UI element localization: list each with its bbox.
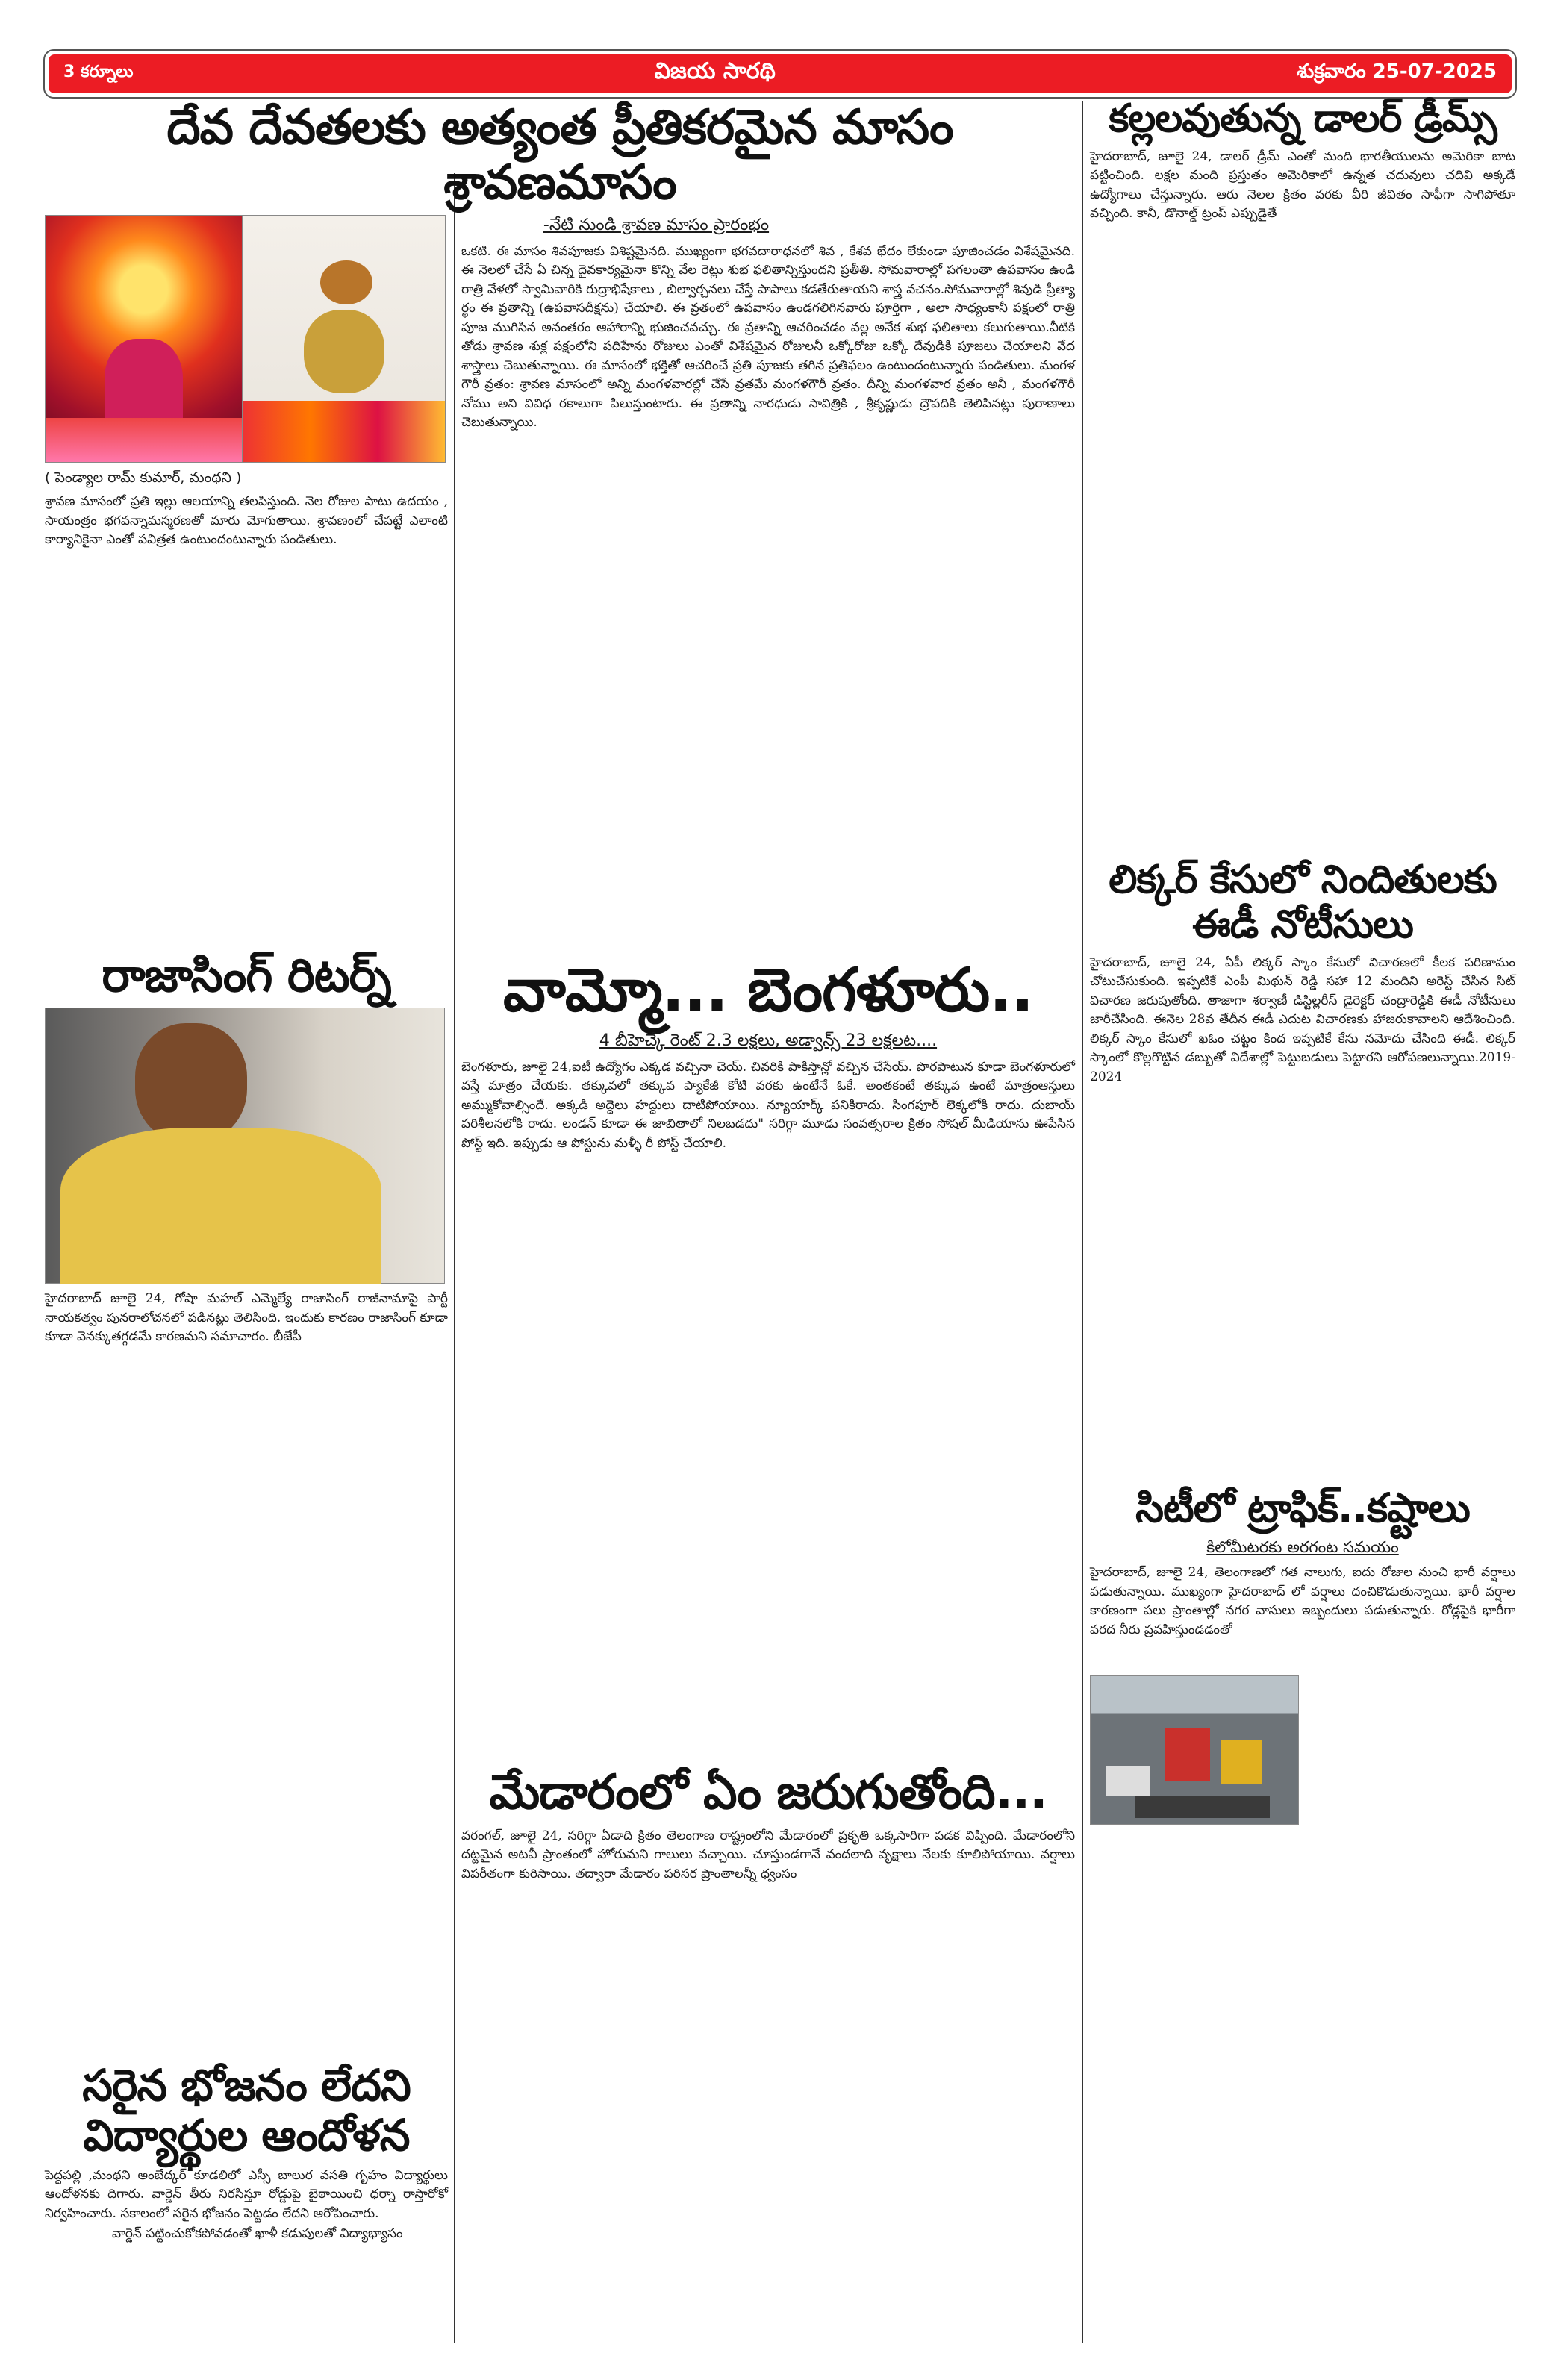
rajasingh-photo [45, 1008, 445, 1284]
issue-date: శుక్రవారం 25-07-2025 [1296, 60, 1497, 83]
middle-column [461, 215, 1075, 2245]
goddess-lakshmi-photo [45, 215, 243, 463]
left-column [45, 215, 448, 2245]
column-divider [1082, 101, 1083, 2343]
liquor-text: హైదరాబాద్, జూలై 24, ఏపీ లిక్కర్ స్కాం కేసులో విచారణలో కీలక పరిణామం చోటుచేసుకుంది. ఇప్పటికే ఎంపీ మిథున్ రెడ్డి సహా 12 మందిని అరెస్ట్ చేసిన సిట్ విచారణ జరుపుతోంది. తాజాగా శర్వాణీ డిస్టిల్లరీస్ డైరెక్టర్ చంద్రారెడ్డికి ఈడీ నోటీసులు జారీచేసింది. ఈనెల 28వ తేదీన ఈడీ ఎదుట విచారణకు హాజరుకావాలని ఆదేశించింది. లిక్కర్ స్కాం కేసులో ఖఓం చట్టం కింద ఇప్పటికే కేసు నమోదు చేసింది ఈడీ. లిక్కర్ స్కాంలో కొల్లగొట్టిన డబ్బుతో విదేశాల్లో పెట్టుబడులు పెట్టారని ఆరోపణలున్నాయి.2019-2024 [1090, 955, 1515, 1084]
dollar-block [1090, 97, 1515, 858]
traffic-headline: సిటీలో ట్రాఫిక్..కష్టాలు [1135, 1484, 1470, 1531]
sravana-subhead: -నేటి నుండి శ్రావణ మాసం ప్రారంభం [543, 216, 770, 235]
masthead [43, 49, 1517, 99]
rajasingh-headline: రాజాసింగ్ రిటర్న్ [102, 948, 391, 1003]
bengaluru-text: బెంగళూరు, జూలై 24,ఐటీ ఉద్యోగం ఎక్కడ వచ్చినా చెయ్. చివరికి పాకిస్తాన్లో వచ్చిన చేసేయ్. పొరపాటున కూడా బెంగళూరులో వస్తే మాత్రం చేయకు. తక్కువలో తక్కువ ప్యాకేజీ కోటి వరకు ఉంటేనే ఓకే. అంతకంటే తక్కువ ఉంటే మాత్రంఆస్తులు అమ్ముకోవాల్సిందే. అక్కడి అద్దెలు హద్దులు దాటిపోయాయి. న్యూయార్క్ పనికిరాదు. సింగపూర్ లెక్కలోకి రాదు. దుబాయ్ పరిశీలనలోకి రాదు. లండన్ కూడా ఈ జాబితాలో నిలబడదు" సరిగ్గా మూడు సంవత్సరాల క్రితం సోషల్ మీడియాను ఊపేసిన పోస్ట్ ఇది. ఇప్పుడు ఆ పోస్టును మళ్ళీ రీ పోస్ట్ చేయాలి. [461, 1059, 1075, 1151]
dollar-headline: కల్లలవుతున్న డాలర్ డ్రీమ్స్ [1109, 96, 1497, 141]
students-paragraph-2: వార్డెన్ పట్టించుకోకపోవడంతో ఖాళీ కడుపులతో విద్యాభ్యాసం [112, 2226, 403, 2242]
kalash-photo [243, 215, 446, 463]
sravana-left-text: శ్రావణ మాసంలో ప్రతి ఇల్లు ఆలయాన్ని తలపిస్తుంది. నెల రోజుల పాటు ఉదయం , సాయంత్రం భగవన్నామస్మరణతో మారు మోగుతాయి. శ్రావణంలో చేపట్టే ఎలాంటి కార్యానికైనా ఎంతో పవిత్రత ఉంటుందంటున్నారు పండితులు. [45, 494, 448, 548]
bengaluru-subhead: 4 బీహెచ్కే రెంట్ 2.3 లక్షలు, అడ్వాన్స్ 23 లక్షలట.... [599, 1031, 938, 1051]
rajasingh-block [45, 949, 448, 2061]
left-middle-columns [45, 101, 1075, 2246]
right-column [1090, 97, 1515, 1825]
newspaper-title: విజయ సారథి [654, 58, 776, 84]
dollar-text: హైదరాబాద్, జూలై 24, డాలర్ డ్రీమ్ ఎంతో మంది భారతీయులను అమెరికా బాట పట్టించింది. లక్షల మంది ప్రస్తుతం అమెరికాలో ఉన్నత చదువులు చదివి అక్కడే ఉద్యోగాలు చేస్తున్నారు. ఆరు నెలల క్రితం వరకు వీరి జీవితం సాఫీగా సాగిపోతూ వచ్చింది. కానీ, డొనాల్డ్ ట్రంప్ ఎప్పుడైతే [1090, 149, 1515, 222]
students-text [45, 2167, 448, 2246]
sravana-main-block [461, 215, 1075, 956]
students-headline: సరైన భోజనం లేదని విద్యార్థుల ఆందోళన [82, 2060, 411, 2161]
page-number: 3 కర్నూలు [63, 63, 134, 81]
bengaluru-headline: వామ్మో... బెంగళూరు.. [503, 955, 1033, 1025]
rajasingh-text: హైదరాబాద్ జూలై 24, గోషా మహల్ ఎమ్మెల్యే రాజాసింగ్ రాజీనామాపై పార్టీ నాయకత్వం పునరాలోచనలో పడినట్లు తెలిసింది. ఇందుకు కారణం రాజాసింగ్ కూడా కూడా వెనక్కుతగ్గడమే కారణమని సమాచారం. బీజేపీ [45, 1291, 448, 1345]
traffic-photo [1090, 1675, 1299, 1825]
medaram-block [461, 1766, 1075, 1884]
sravana-left-block [45, 215, 448, 949]
liquor-headline: లిక్కర్ కేసులో నిందితులకు ఈడీ నోటీసులు [1109, 858, 1497, 947]
students-block [45, 2061, 448, 2245]
sravana-main-text: ఒకటి. ఈ మాసం శివపూజకు విశిష్టమైనది. ముఖ్యంగా భగవదారాధనలో శివ , కేశవ భేదం లేకుండా పూజించడం విశేషమైనది. ఈ నెలలో చేసే ఏ చిన్న దైవకార్యమైనా కొన్ని వేల రెట్లు శుభ ఫలితాన్నిస్తుందని ప్రతీతి. సోమవారాల్లో పగలంతా ఉపవాసం ఉండి రాత్రి వేళలో స్వామివారికి రుద్రాభిషేకాలు , బిల్వార్చనలు చేస్తే పాపాలు కడతేరుతాయని శాస్త్ర వచనం.సోమవారాల్లో శివుడి ప్రీత్యా ర్థం ఈ వ్రతాన్ని (ఉపవాసదీక్షను) చేయాలి. ఈ వ్రతంలో ఉపవాసం ఉండగలిగినవారు పూర్తిగా , అలా సాధ్యంకానీ పక్షంలో రాత్రి పూజ ముగిసిన అనంతరం ఆహారాన్ని భుజించవచ్చు. ఈ వ్రతాన్ని ఆచరించడం వల్ల అనేక శుభ ఫలితాలు కలుగుతాయి.వీటికి తోడు శ్రావణ శుక్ల పక్షంలోని పదిహేను రోజులు ఎంతో విశేషమైన రోజులనీ ఒక్కోరోజు ఒక్కో దేవుడికి పూజలు చేయాలని వేద శాస్త్రాలు చెబుతున్నాయి. ఈ మాసంలో భక్తితో ఆచరించే ప్రతి పూజకు తగిన ప్రతిఫలం ఉంటుందంటున్నారు పండితులు. మంగళ గౌరీ వ్రతం: శ్రావణ మాసంలో అన్ని మంగళవారల్లో చేసే వ్రతమే మంగళగౌరీ వ్రతం. దీన్ని మంగళవార వ్రతం అనీ , మంగళగౌరీ నోము అని వివిధ రకాలుగా పిలుస్తుంటారు. ఈ వ్రతాన్ని నారధుడు సావిత్రికి , శ్రీకృష్ణుడు ద్రౌపదికి తెలిపినట్లు పురాణాలు చెబుతున్నాయి. [461, 243, 1075, 431]
students-paragraph-1: పెద్దపల్లి ,మంథని అంబేద్కర్ కూడలిలో ఎస్సీ బాలుర వసతి గృహం విద్యార్థులు ఆందోళనకు దిగారు. వార్డెన్ తీరు నిరసిస్తూ రోడ్డుపై బైఠాయించి ధర్నా రాస్తారోకో నిర్వహించారు. సకాలంలో సరైన భోజనం పెట్టడం లేదని ఆరోపించారు. [45, 2167, 448, 2221]
medaram-text: వరంగల్, జూలై 24, సరిగ్గా ఏడాది క్రితం తెలంగాణ రాష్ట్రంలోని మేడారంలో ప్రకృతి ఒక్కసారిగా పడక విప్పింది. మేడారంలోని దట్టమైన అటవీ ప్రాంతంలో హోరుమని గాలులు వచ్చాయి. చూస్తుండగానే వందలాది వృక్షాలు నేలకు కూలిపోయాయి. వర్షాలు విపరీతంగా కురిసాయి. తద్వారా మేడారం పరిసర ప్రాంతాలన్నీ ధ్వంసం [461, 1828, 1075, 1881]
byline: ( పెండ్యాల రామ్ కుమార్, మంథని ) [45, 469, 242, 487]
traffic-block [1090, 1485, 1515, 1825]
sravana-headline: దేవ దేవతలకు అత్యంత ప్రీతికరమైన మాసం శ్రావణమాసం [166, 100, 953, 210]
bengaluru-block [461, 956, 1075, 1766]
traffic-text: హైదరాబాద్, జూలై 24, తెలంగాణలో గత నాలుగు, ఐదు రోజుల నుంచి భారీ వర్షాలు పడుతున్నాయి. ముఖ్యంగా హైదరాబాద్ లో వర్షాలు దంచికొడుతున్నాయి. భారీ వర్షాల కారణంగా పలు ప్రాంతాల్లో నగర వాసులు ఇబ్బందులు పడుతున్నారు. రోడ్లపైకి భారీగా వరద నీరు ప్రవహిస్తుండడంతో [1090, 1565, 1515, 1637]
masthead-band [49, 54, 1512, 93]
traffic-subhead: కిలోమీటరకు అరగంట సమయం [1206, 1538, 1399, 1557]
medaram-headline: మేడారంలో ఏం జరుగుతోంది... [489, 1765, 1047, 1821]
liquor-block [1090, 858, 1515, 1485]
